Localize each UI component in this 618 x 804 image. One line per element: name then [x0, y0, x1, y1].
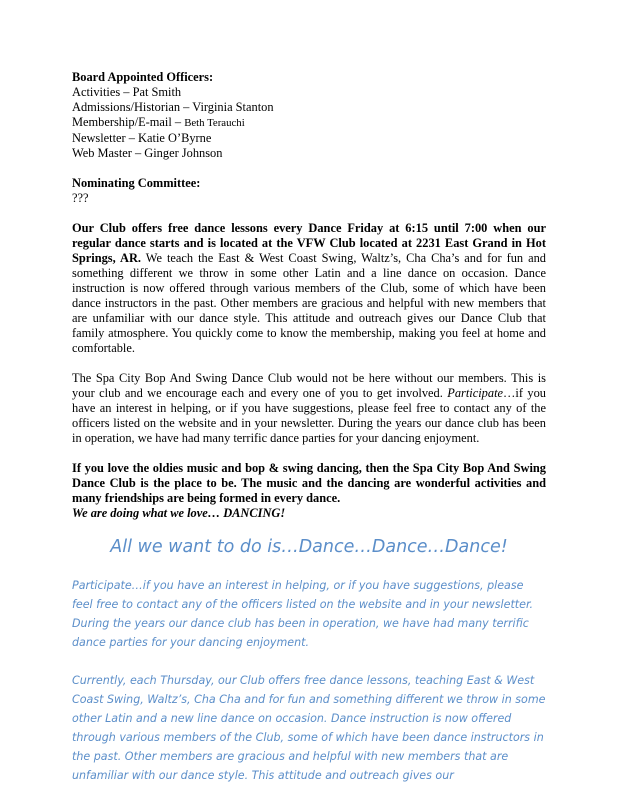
lessons-body-text: We teach the East & West Coast Swing, Waltz’s, Cha Cha’s and for fun and something different we throw in some other Latin and a line dance on occasion. Dance instruction is now offered through various members of the Club, some of which have been dance instructors in the past. Other members are gracious and helpful with new members that are unfamiliar with our dance style. This attitude and outreach gives our Dance Club that family atmosphere. You quickly come to know the membership, making you feel at home and comfortable.: [72, 251, 546, 355]
participate-emphasis: Participate: [447, 386, 504, 400]
participate-blue-paragraph: Participate…if you have an interest in helping, or if you have suggestions, please feel free to contact any of the officers listed on the website and in your newsletter. During the years our dance club has been in operation, we have had many terrific dance parties for your dancing enjoyment.: [72, 579, 534, 649]
nominating-title: Nominating Committee:: [72, 176, 201, 190]
officer-admissions: Admissions/Historian – Virginia Stanton: [72, 100, 274, 114]
document-page: [72, 70, 546, 804]
nominating-value: ???: [72, 191, 89, 205]
lessons-bold-text: Our Club offers free dance lessons every Dance Friday at 6:15 until 7:00 when our regular dance starts and is located at the VFW Club located at 2231 East Grand in Hot Springs, AR.: [72, 221, 546, 265]
officer-activities: Activities – Pat Smith: [72, 85, 182, 99]
nominating-section: [72, 176, 546, 206]
lessons-paragraph: [72, 221, 546, 356]
oldies-paragraph: [72, 461, 546, 521]
oldies-bold-text: If you love the oldies music and bop & swing dancing, then the Spa City Bop And Swing Dance Club is the place to be. The music and the dancing are wonderful activities and many friendships are being formed in every dance.: [72, 461, 546, 505]
board-officers-section: [72, 70, 546, 161]
officer-webmaster: Web Master – Ginger Johnson: [72, 146, 223, 160]
officer-membership: Membership/E-mail – Beth Terauchi: [72, 115, 245, 129]
officer-membership-name: Beth Terauchi: [184, 117, 245, 129]
dance-headline: All we want to do is…Dance…Dance…Dance!: [110, 537, 508, 557]
members-paragraph: The Spa City Bop And Swing Dance Club would not be here without our members. This is your club and we encourage each and every one of you to get involved. Participate…if you have an interest in helping, or if you have suggestions, please feel free to contact any of the officers listed on the website and in your newsletter. During the years our dance club has been in operation, we have had many terrific dance parties for your dancing enjoyment.: [72, 371, 546, 445]
officer-newsletter: Newsletter – Katie O’Byrne: [72, 131, 212, 145]
dancing-tagline: We are doing what we love… DANCING!: [72, 506, 286, 520]
thursday-lessons-blue-paragraph: Currently, each Thursday, our Club offers free dance lessons, teaching East & West Coast Swing, Waltz’s, Cha Cha and for fun and something different we throw in some other Latin and a new line dance on occasion. Dance instruction is now offered through various members of the Club, some of which have been dance instructors in the past. Other members are gracious and helpful with new members that are unfamiliar with our dance style. This attitude and outreach gives our: [72, 674, 546, 782]
board-officers-title: Board Appointed Officers:: [72, 70, 214, 84]
